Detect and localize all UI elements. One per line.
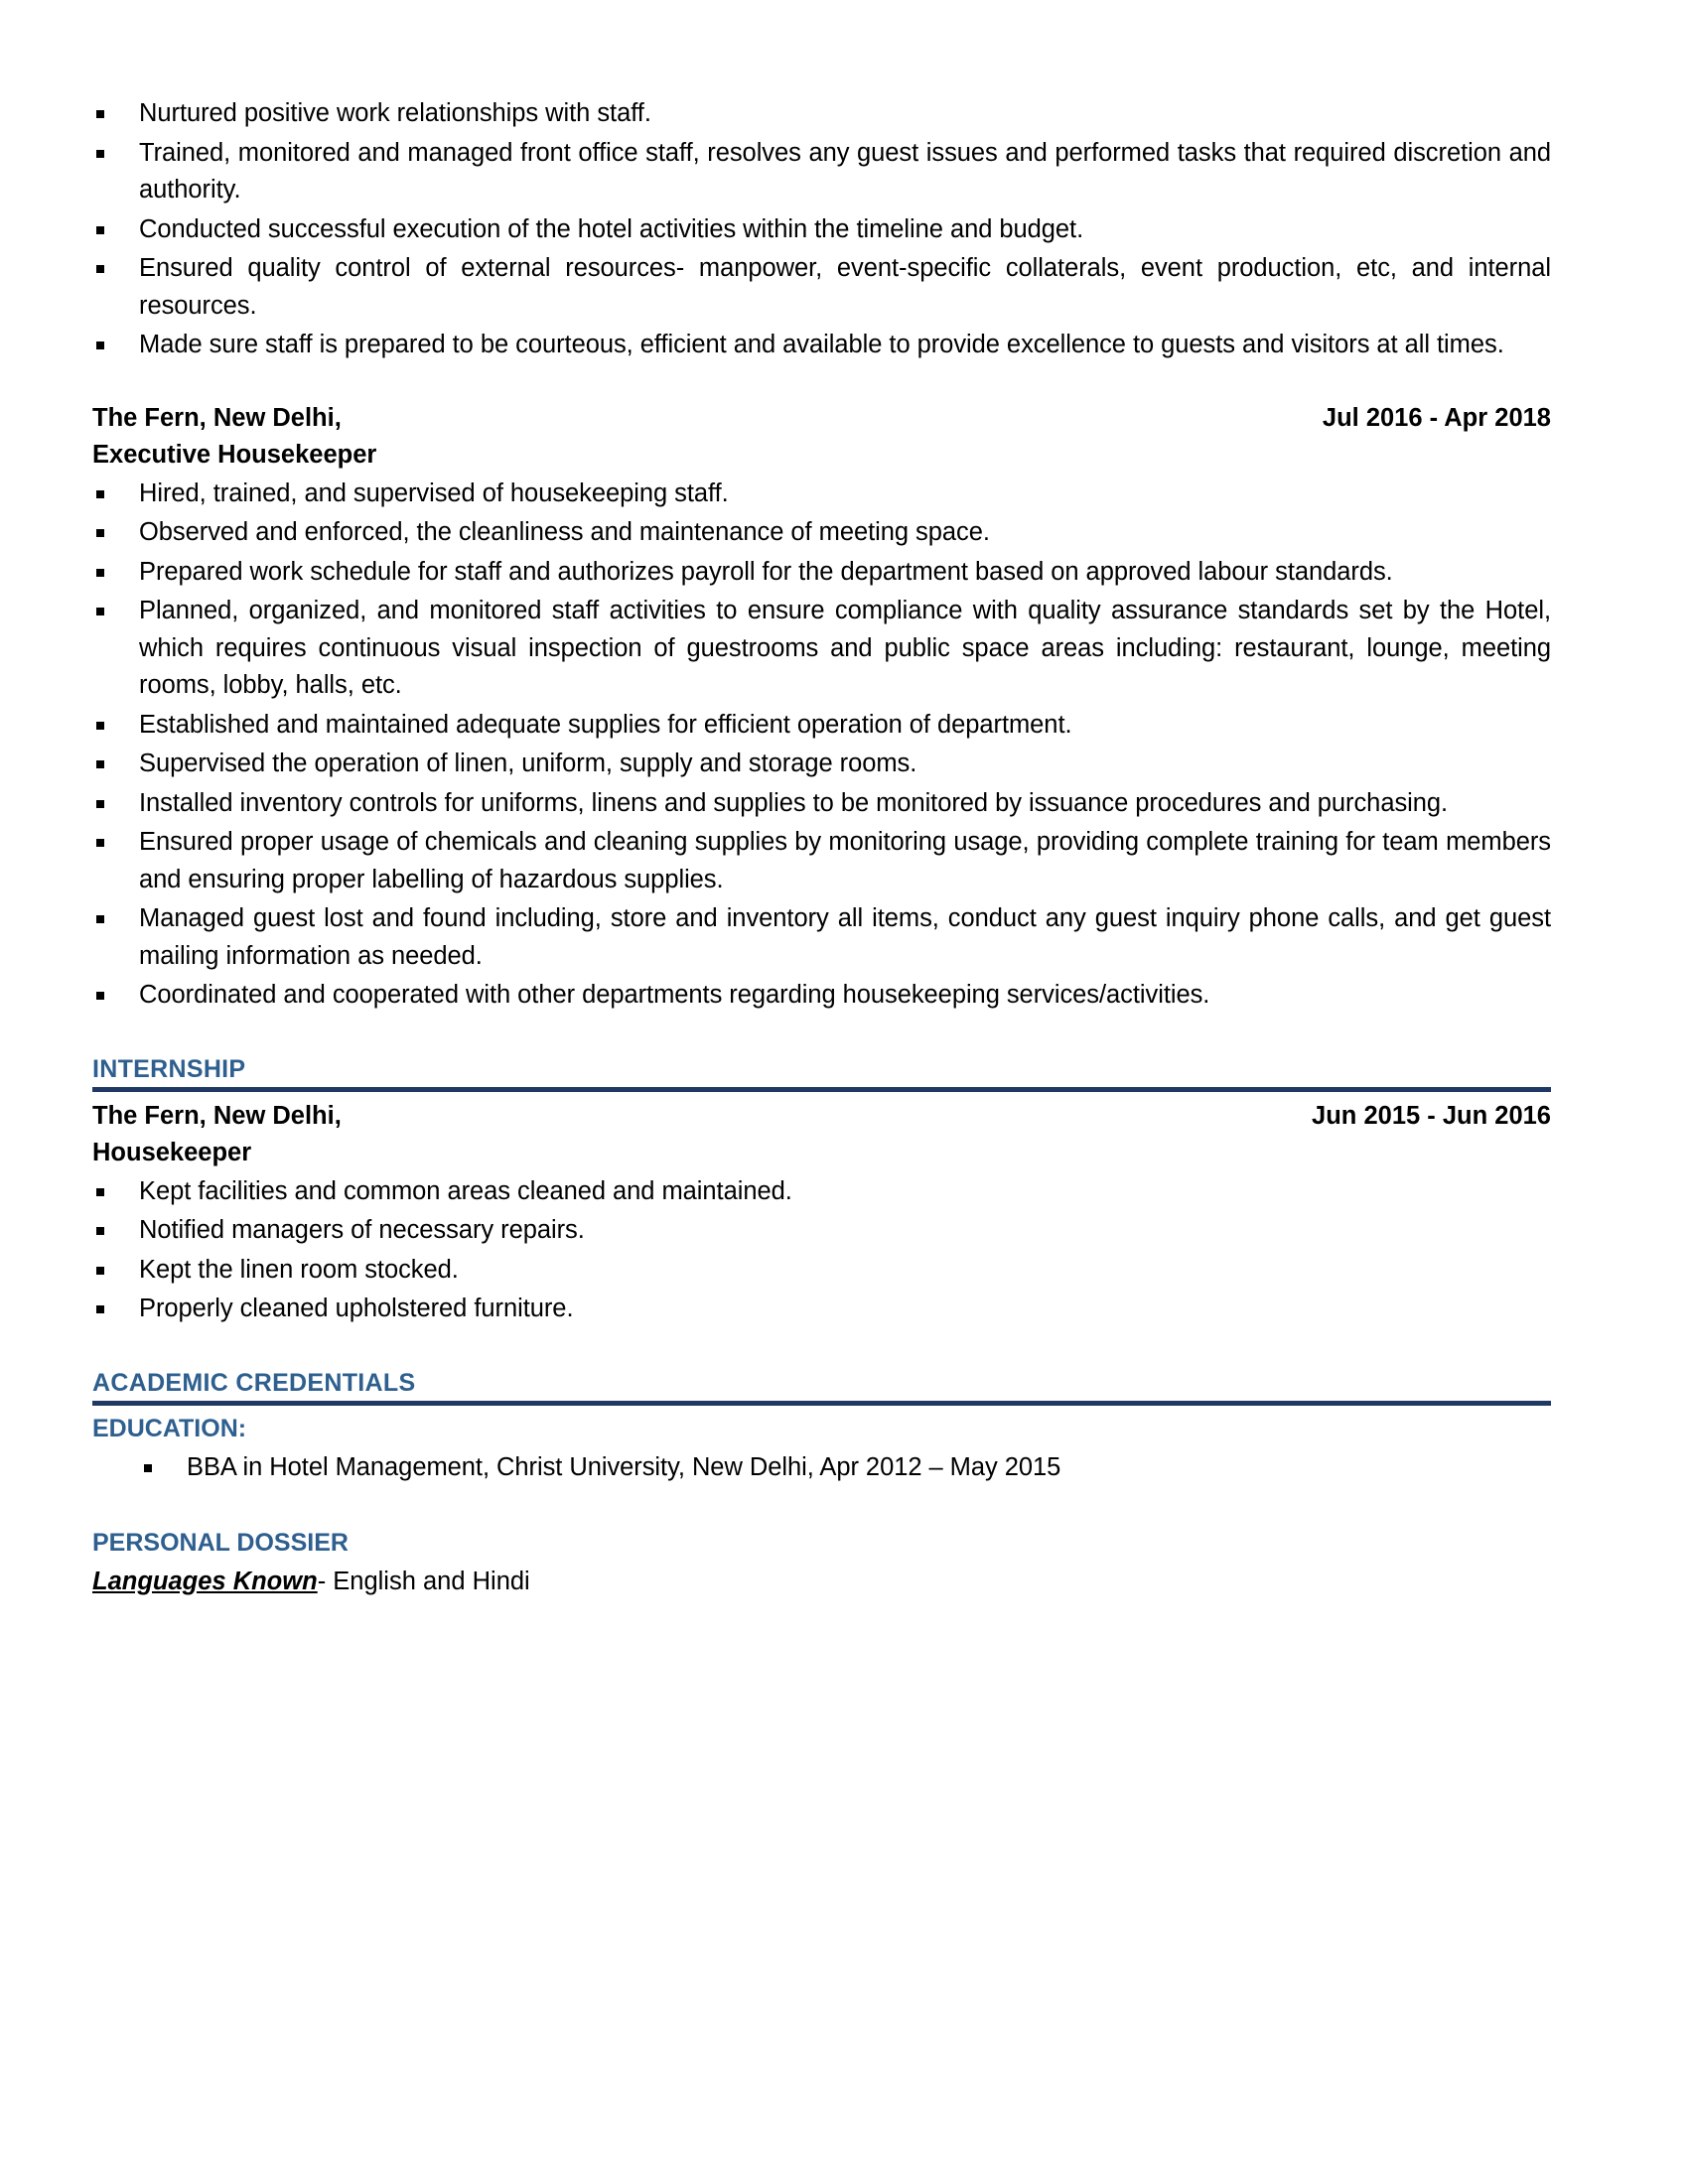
academic-credentials-section [92,1368,1551,1487]
list-item: Installed inventory controls for uniforms, linens and supplies to be monitored by issuance procedures and purchasing. [92,785,1551,823]
list-item: Planned, organized, and monitored staff activities to ensure compliance with quality assurance standards set by the Hotel, which requires continuous visual inspection of guestrooms and public space areas including: restaurant, lounge, meeting rooms, lobby, halls, etc. [92,593,1551,705]
list-item: Established and maintained adequate supplies for efficient operation of department. [92,707,1551,745]
list-item: Coordinated and cooperated with other departments regarding housekeeping services/activities. [92,977,1551,1015]
list-item: Nurtured positive work relationships with staff. [92,95,1551,133]
languages-known-label: Languages Known [92,1568,318,1595]
languages-known-value: - English and Hindi [317,1568,530,1595]
internship-bullets-list [92,1173,1551,1328]
spacer [92,366,1551,400]
list-item: Hired, trained, and supervised of housekeeping staff. [92,476,1551,513]
top-responsibilities-list [92,95,1551,364]
section-divider [92,1401,1551,1406]
list-item: Made sure staff is prepared to be courteous, efficient and available to provide excellence to guests and visitors at all times. [92,327,1551,364]
internship-header-row [92,1098,1551,1135]
list-item: Observed and enforced, the cleanliness and maintenance of meeting space. [92,514,1551,552]
list-item: Managed guest lost and found including, store and inventory all items, conduct any guest inquiry phone calls, and get guest mailing information as needed. [92,900,1551,975]
list-item: BBA in Hotel Management, Christ University, New Delhi, Apr 2012 – May 2015 [140,1449,1551,1487]
section-heading-internship: INTERNSHIP [92,1054,246,1083]
education-label: EDUCATION: [92,1414,247,1442]
list-item: Kept facilities and common areas cleaned and maintained. [92,1173,1551,1211]
education-list [92,1449,1551,1487]
experience-bullets-list [92,476,1551,1015]
languages-known-row [92,1564,1551,1599]
list-item: Prepared work schedule for staff and authorizes payroll for the department based on approved labour standards. [92,554,1551,592]
internship-dates: Jun 2015 - Jun 2016 [1312,1101,1551,1130]
internship-organization: The Fern, New Delhi, [92,1101,342,1130]
section-heading-personal-dossier: PERSONAL DOSSIER [92,1529,349,1557]
section-heading-academic-credentials: ACADEMIC CREDENTIALS [92,1368,416,1397]
list-item: Trained, monitored and managed front office staff, resolves any guest issues and performed tasks that required discretion and authority. [92,135,1551,209]
personal-dossier-section [92,1526,1551,1599]
experience-role: Executive Housekeeper [92,440,377,469]
internship-role: Housekeeper [92,1138,252,1166]
experience-organization: The Fern, New Delhi, [92,403,342,432]
list-item: Ensured quality control of external resources- manpower, event-specific collaterals, event production, etc, and internal resources. [92,250,1551,325]
experience-header-row [92,400,1551,437]
list-item: Kept the linen room stocked. [92,1252,1551,1290]
list-item: Notified managers of necessary repairs. [92,1212,1551,1250]
internship-section [92,1054,1551,1328]
experience-dates: Jul 2016 - Apr 2018 [1322,403,1551,432]
list-item: Supervised the operation of linen, uniform, supply and storage rooms. [92,746,1551,783]
section-divider [92,1087,1551,1092]
list-item: Conducted successful execution of the hotel activities within the timeline and budget. [92,211,1551,249]
list-item: Properly cleaned upholstered furniture. [92,1291,1551,1328]
list-item: Ensured proper usage of chemicals and cleaning supplies by monitoring usage, providing complete training for team members and ensuring proper labelling of hazardous supplies. [92,824,1551,898]
